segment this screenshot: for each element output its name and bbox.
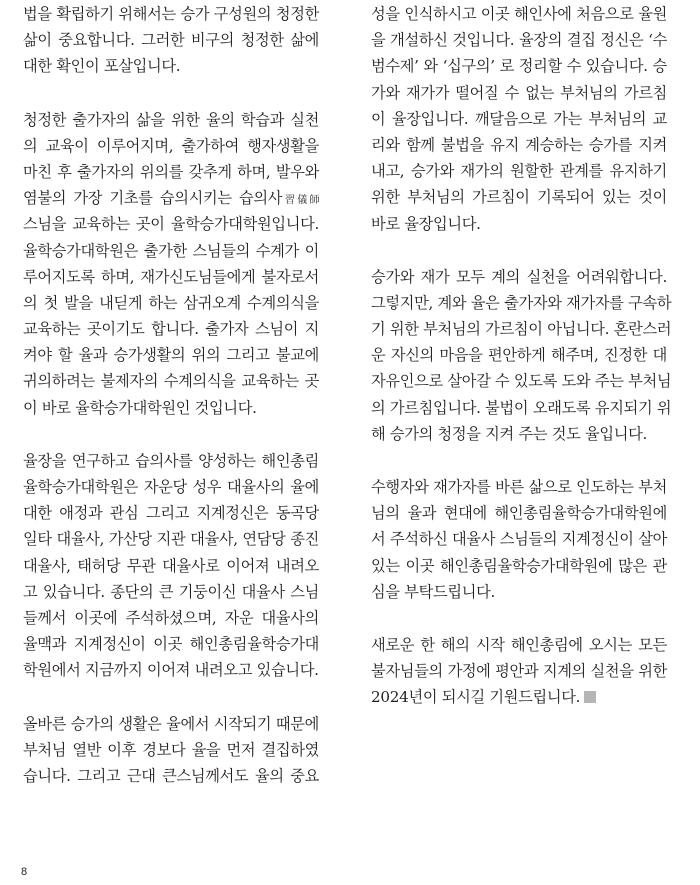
- text-line: 율장을 연구하고 습의사를 양성하는 해인총림: [23, 451, 319, 470]
- text-segment: 2024년이 되시길 기원드립니다.: [371, 688, 581, 707]
- paragraph-new-year-wish: [371, 632, 667, 711]
- text-line: 운 자신의 마음을 편안하게 해주며, 진정한 대: [371, 346, 667, 365]
- text-line: 있는 이곳 해인총림율학승가대학원에 많은 관: [371, 556, 667, 575]
- page-number: 8: [21, 866, 28, 878]
- paragraph-precepts-practice: [371, 264, 672, 447]
- text-line: 마친 후 출가자의 위의를 갖추게 하며, 발우와: [23, 162, 319, 181]
- text-line: 새로운 한 해의 시작 해인총림에 오시는 모든: [371, 635, 667, 654]
- text-line: 고 있습니다. 종단의 큰 기둥이신 대율사 스님: [23, 582, 319, 601]
- text-line: 스님을 교육하는 곳이 율학승가대학원입니다.: [23, 215, 319, 234]
- text-line: 위한 부처님의 가르침이 기록되어 있는 것이: [371, 188, 667, 207]
- text-line: 성을 인식하시고 이곳 해인사에 처음으로 율원: [371, 5, 667, 23]
- text-line: 삶이 중요합니다. 그러한 비구의 청정한 삶에: [23, 31, 319, 50]
- text-line: 가와 재가가 떨어질 수 없는 부처님의 가르침: [371, 83, 667, 102]
- text-line: 대한 확인이 포살입니다.: [23, 57, 181, 76]
- text-line: 서 주석하신 대율사 스님들의 지계정신이 살아: [371, 530, 667, 549]
- text-line: 이 율장입니다. 깨달음으로 가는 부처님의 교: [371, 109, 667, 128]
- text-line: 청정한 출가자의 삶을 위한 율의 학습과 실천: [23, 110, 319, 129]
- text-line: 학원에서 지금까지 이어져 내려오고 있습니다.: [23, 661, 319, 680]
- text-line: 의 첫 발을 내딛게 하는 삼귀오계 수계의식을: [23, 293, 319, 312]
- text-line: 루어지도록 하며, 재가신도님들에게 불자로서: [23, 267, 319, 286]
- text-line: 켜야 할 율과 승가생활의 위의 그리고 불교에: [23, 346, 319, 365]
- paragraph-vinaya-lineage: [23, 448, 319, 684]
- paragraph-vinaya-compilation: [23, 711, 319, 790]
- text-line: 귀의하려는 불제자의 수계의식을 교육하는 곳: [23, 372, 319, 391]
- text-line: 의 가르침입니다. 불법이 오래도록 유지되기 위: [371, 398, 672, 417]
- text-line: 교육하는 곳이기도 합니다. 출가자 스님이 지: [23, 320, 319, 339]
- text-line: 율학승가대학원은 출가한 스님들의 수계가 이: [23, 241, 319, 260]
- text-line: 부처님 열반 이후 경보다 율을 먼저 결집하였: [23, 740, 319, 759]
- text-line: 승가와 재가 모두 계의 실천을 어려워합니다.: [371, 267, 667, 286]
- text-line: 이 바로 율학승가대학원인 것입니다.: [23, 398, 257, 417]
- text-line: 대율사, 태허당 무관 대율사로 이어져 내려오: [23, 556, 319, 575]
- text-line: 리와 함께 불법을 유지 계승하는 승가를 지켜: [371, 135, 667, 154]
- text-line: 수행자와 재가자를 바른 삶으로 인도하는 부처: [371, 478, 667, 496]
- left-column: [23, 0, 319, 816]
- text-line: 범수제’ 와 ‘십구의’ 로 정리할 수 있습니다. 승: [371, 57, 667, 76]
- text-line: [371, 684, 667, 710]
- paragraph-vinaya-pitaka: [371, 1, 667, 237]
- end-mark-icon: [584, 691, 596, 703]
- text-line: 율맥과 지계정신이 이곳 해인총림율학승가대: [23, 635, 319, 654]
- text-line: 심을 부탁드립니다.: [371, 582, 496, 601]
- right-column: [371, 0, 672, 738]
- paragraph-request-interest: [371, 474, 667, 605]
- text-line: 해 승가의 청정을 지켜 주는 것도 율입니다.: [371, 424, 648, 443]
- text-line: 님의 율과 현대에 해인총림율학승가대학원에: [371, 504, 667, 523]
- text-line: 불자님들의 가정에 평안과 지계의 실천을 위한: [371, 662, 667, 681]
- text-line: 대한 애정과 관심 그리고 지계정신은 동곡당: [23, 504, 319, 523]
- text-line: 의 교육이 이루어지며, 출가하여 행자생활을: [23, 136, 319, 155]
- paragraph-vinaya-education: [23, 107, 319, 421]
- text-line: 일타 대율사, 가산당 지관 대율사, 연담당 종진: [23, 530, 319, 549]
- text-line: 습니다. 그리고 근대 큰스님께서도 율의 중요: [23, 766, 319, 785]
- text-line: [23, 185, 319, 211]
- text-line: 그렇지만, 계와 율은 출가자와 재가자를 구속하: [371, 293, 672, 312]
- text-line: 을 개설하신 것입니다. 율장의 결집 정신은 ‘수: [371, 31, 667, 50]
- text-line: 자유인으로 살아갈 수 있도록 도와 주는 부처님: [371, 372, 672, 391]
- text-line: 기 위한 부처님의 가르침이 아닙니다. 혼란스러: [371, 320, 672, 339]
- text-line: 올바른 승가의 생활은 율에서 시작되기 때문에: [23, 714, 319, 733]
- hanja-annotation: 習儀師: [282, 195, 319, 207]
- text-line: 들께서 이곳에 주석하셨으며, 자운 대율사의: [23, 608, 319, 627]
- text-segment: 염불의 가장 기초를 습의시키는 습의사: [23, 189, 283, 208]
- text-line: 법을 확립하기 위해서는 승가 구성원의 청정한: [23, 5, 319, 23]
- paragraph-precepts-purity: [23, 1, 319, 80]
- text-line: 내고, 승가와 재가의 원할한 관계를 유지하기: [371, 162, 667, 181]
- text-line: 바로 율장입니다.: [371, 214, 481, 233]
- text-line: 율학승가대학원은 자운당 성우 대율사의 율에: [23, 478, 319, 496]
